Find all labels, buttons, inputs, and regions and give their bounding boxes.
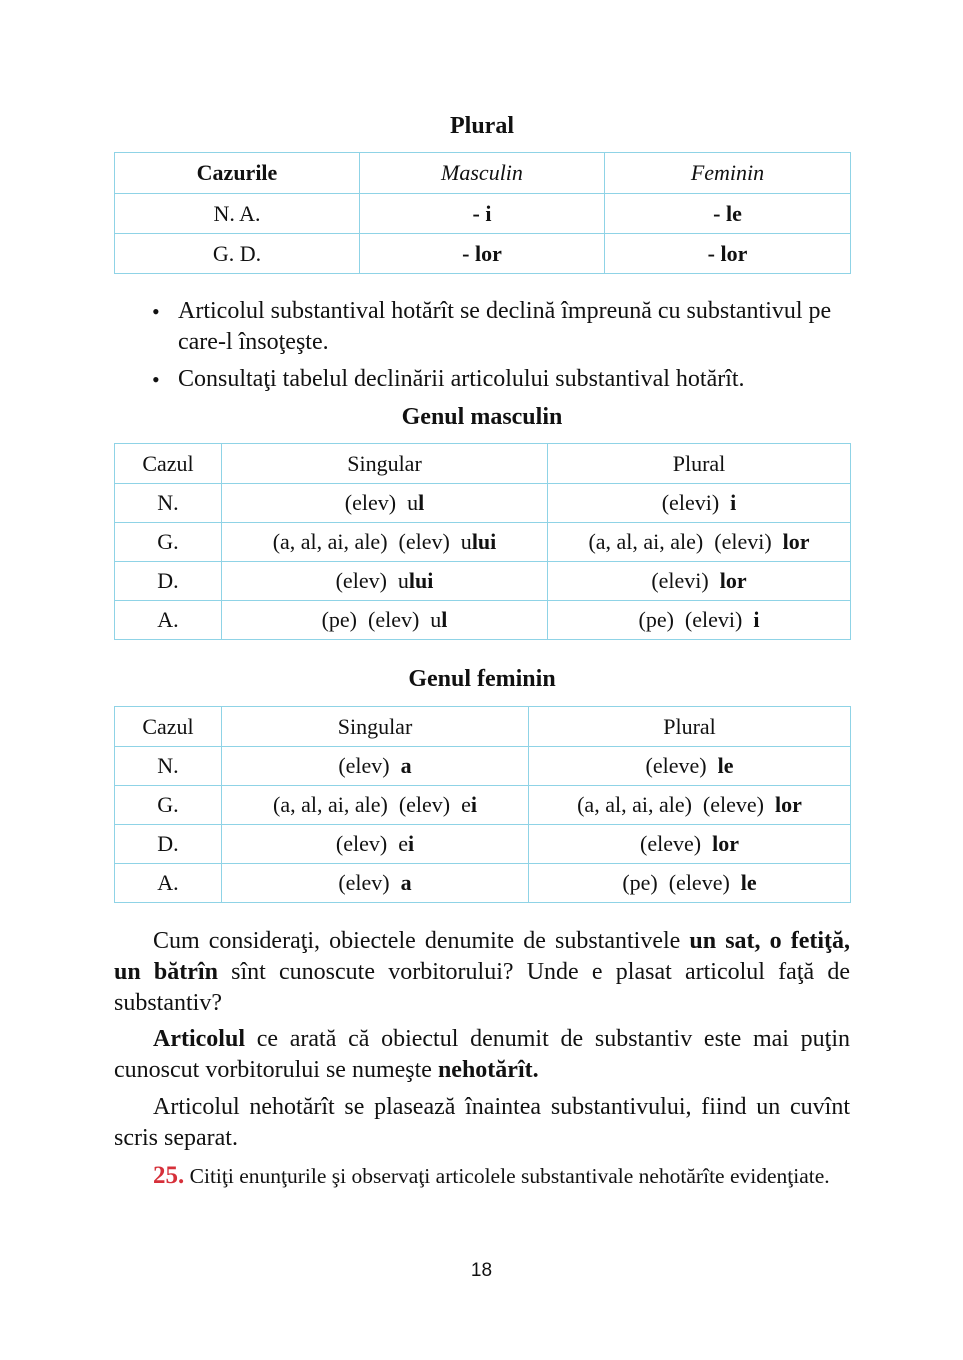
singular-cell — [222, 747, 529, 786]
singular-cell — [222, 484, 548, 523]
table-row — [115, 562, 851, 601]
form-text: (elevi) — [651, 568, 720, 593]
article-ending: lui — [471, 529, 497, 554]
header-singular: Singular — [222, 444, 548, 484]
plural-cell — [548, 523, 851, 562]
article-ending: a — [400, 870, 412, 895]
form-text: (elev) — [338, 753, 401, 778]
form-text: (a, al, ai, ale) (elev) u — [272, 529, 472, 554]
form-text: (pe) (eleve) — [622, 870, 741, 895]
singular-cell — [222, 786, 529, 825]
case-cell: A. — [115, 864, 222, 903]
paragraph-placement: Articolul nehotărît se plasează înaintea substantivului, fiind un cuvînt scris separat. — [114, 1094, 850, 1151]
table-row — [115, 601, 851, 640]
case-cell: G. — [115, 523, 222, 562]
exercise-text: Citiţi enunţurile şi observaţi articolele substantivale nehotărîte evidenţiate. — [189, 1164, 830, 1188]
header-feminin: Feminin — [605, 153, 851, 194]
masculine-table-header — [115, 444, 851, 484]
paragraph-text: Cum consideraţi, obiectele denumite de substantivele — [153, 928, 690, 954]
header-cazul: Cazul — [115, 707, 222, 747]
header-cazurile: Cazurile — [115, 153, 360, 194]
plural-cell — [548, 562, 851, 601]
article-ending: lor — [782, 529, 810, 554]
case-cell: G. D. — [115, 234, 360, 274]
feminine-table — [114, 706, 851, 903]
form-text: (a, al, ai, ale) (elevi) — [588, 529, 783, 554]
masculine-title: Genul masculin — [401, 404, 563, 430]
form-text: (eleve) — [640, 831, 713, 856]
plural-table — [114, 152, 851, 274]
header-singular: Singular — [222, 707, 529, 747]
plural-title: Plural — [450, 113, 514, 139]
form-text: (pe) (elev) u — [321, 607, 442, 632]
form-text: (a, al, ai, ale) (eleve) — [577, 792, 775, 817]
bullet-item — [152, 364, 852, 395]
term-nehotarit: nehotărît. — [437, 1057, 539, 1083]
table-row — [115, 747, 851, 786]
form-text: (elev) u — [344, 490, 419, 515]
article-ending: le — [740, 870, 757, 895]
header-cazul: Cazul — [115, 444, 222, 484]
header-plural: Plural — [529, 707, 851, 747]
article-ending: le — [717, 753, 734, 778]
form-text: (elev) e — [335, 831, 408, 856]
case-cell: D. — [115, 562, 222, 601]
singular-cell — [222, 523, 548, 562]
singular-cell — [222, 864, 529, 903]
article-ending: i — [470, 792, 477, 817]
article-ending: lor — [719, 568, 747, 593]
article-ending: a — [400, 753, 412, 778]
case-cell: G. — [115, 786, 222, 825]
paragraph-text: ce arată că obiectul denumit de substantiv este mai puţin cunoscut vorbitorului se numeşte — [114, 1026, 850, 1083]
article-ending: i — [753, 607, 760, 632]
term-articolul: Articolul — [153, 1026, 245, 1052]
plural-cell — [529, 864, 851, 903]
header-masculin: Masculin — [360, 153, 605, 194]
case-cell: A. — [115, 601, 222, 640]
feminine-table-header — [115, 707, 851, 747]
article-ending: i — [407, 831, 415, 856]
ending-cell: - i — [360, 194, 605, 234]
ending-cell: - le — [605, 194, 851, 234]
exercise-25 — [153, 1162, 850, 1190]
masculine-table — [114, 443, 851, 640]
plural-cell — [548, 601, 851, 640]
paragraph-question — [114, 926, 850, 1019]
article-ending: lor — [712, 831, 739, 856]
highlighted-phrases: un sat, o fetiţă, un bătrîn — [114, 928, 851, 985]
table-row — [115, 864, 851, 903]
bullet-item — [152, 296, 852, 358]
plural-table-header — [115, 153, 851, 194]
feminine-title: Genul feminin — [408, 666, 556, 692]
exercise-number: 25. — [153, 1162, 185, 1189]
plural-cell — [529, 747, 851, 786]
article-ending: l — [418, 490, 425, 515]
form-text: (elev) — [338, 870, 401, 895]
form-text: (pe) (elevi) — [638, 607, 754, 632]
case-cell: N. A. — [115, 194, 360, 234]
form-text: (a, al, ai, ale) (elev) e — [273, 792, 471, 817]
paragraph-definition — [114, 1024, 850, 1086]
table-row — [115, 523, 851, 562]
bullet-dot: • — [152, 367, 160, 392]
table-row — [115, 825, 851, 864]
ending-cell: - lor — [605, 234, 851, 274]
singular-cell — [222, 562, 548, 601]
form-text: (elev) u — [335, 568, 409, 593]
plural-cell — [529, 786, 851, 825]
singular-cell — [222, 601, 548, 640]
bullet-dot: • — [152, 299, 160, 324]
page-number: 18 — [470, 1260, 493, 1281]
bullet-text: Articolul substantival hotărît se declină împreună cu substantivul pe care-l însoţeşte. — [178, 298, 832, 355]
form-text: (elevi) — [661, 490, 731, 515]
article-ending: l — [441, 607, 448, 632]
article-ending: i — [730, 490, 737, 515]
plural-cell — [529, 825, 851, 864]
case-cell: D. — [115, 825, 222, 864]
table-row — [115, 194, 851, 234]
article-ending: lui — [408, 568, 434, 593]
table-row — [115, 234, 851, 274]
case-cell: N. — [115, 747, 222, 786]
plural-cell — [548, 484, 851, 523]
bullet-text: Consultaţi tabelul declinării articolului substantival hotărît. — [178, 366, 745, 392]
article-ending: lor — [774, 792, 802, 817]
ending-cell: - lor — [360, 234, 605, 274]
table-row — [115, 786, 851, 825]
case-cell: N. — [115, 484, 222, 523]
table-row — [115, 484, 851, 523]
paragraph-text: sînt cunoscute vorbitorului? Unde e plasat articolul faţă de substantiv? — [114, 959, 851, 1016]
header-plural: Plural — [548, 444, 851, 484]
singular-cell — [222, 825, 529, 864]
form-text: (eleve) — [645, 753, 718, 778]
